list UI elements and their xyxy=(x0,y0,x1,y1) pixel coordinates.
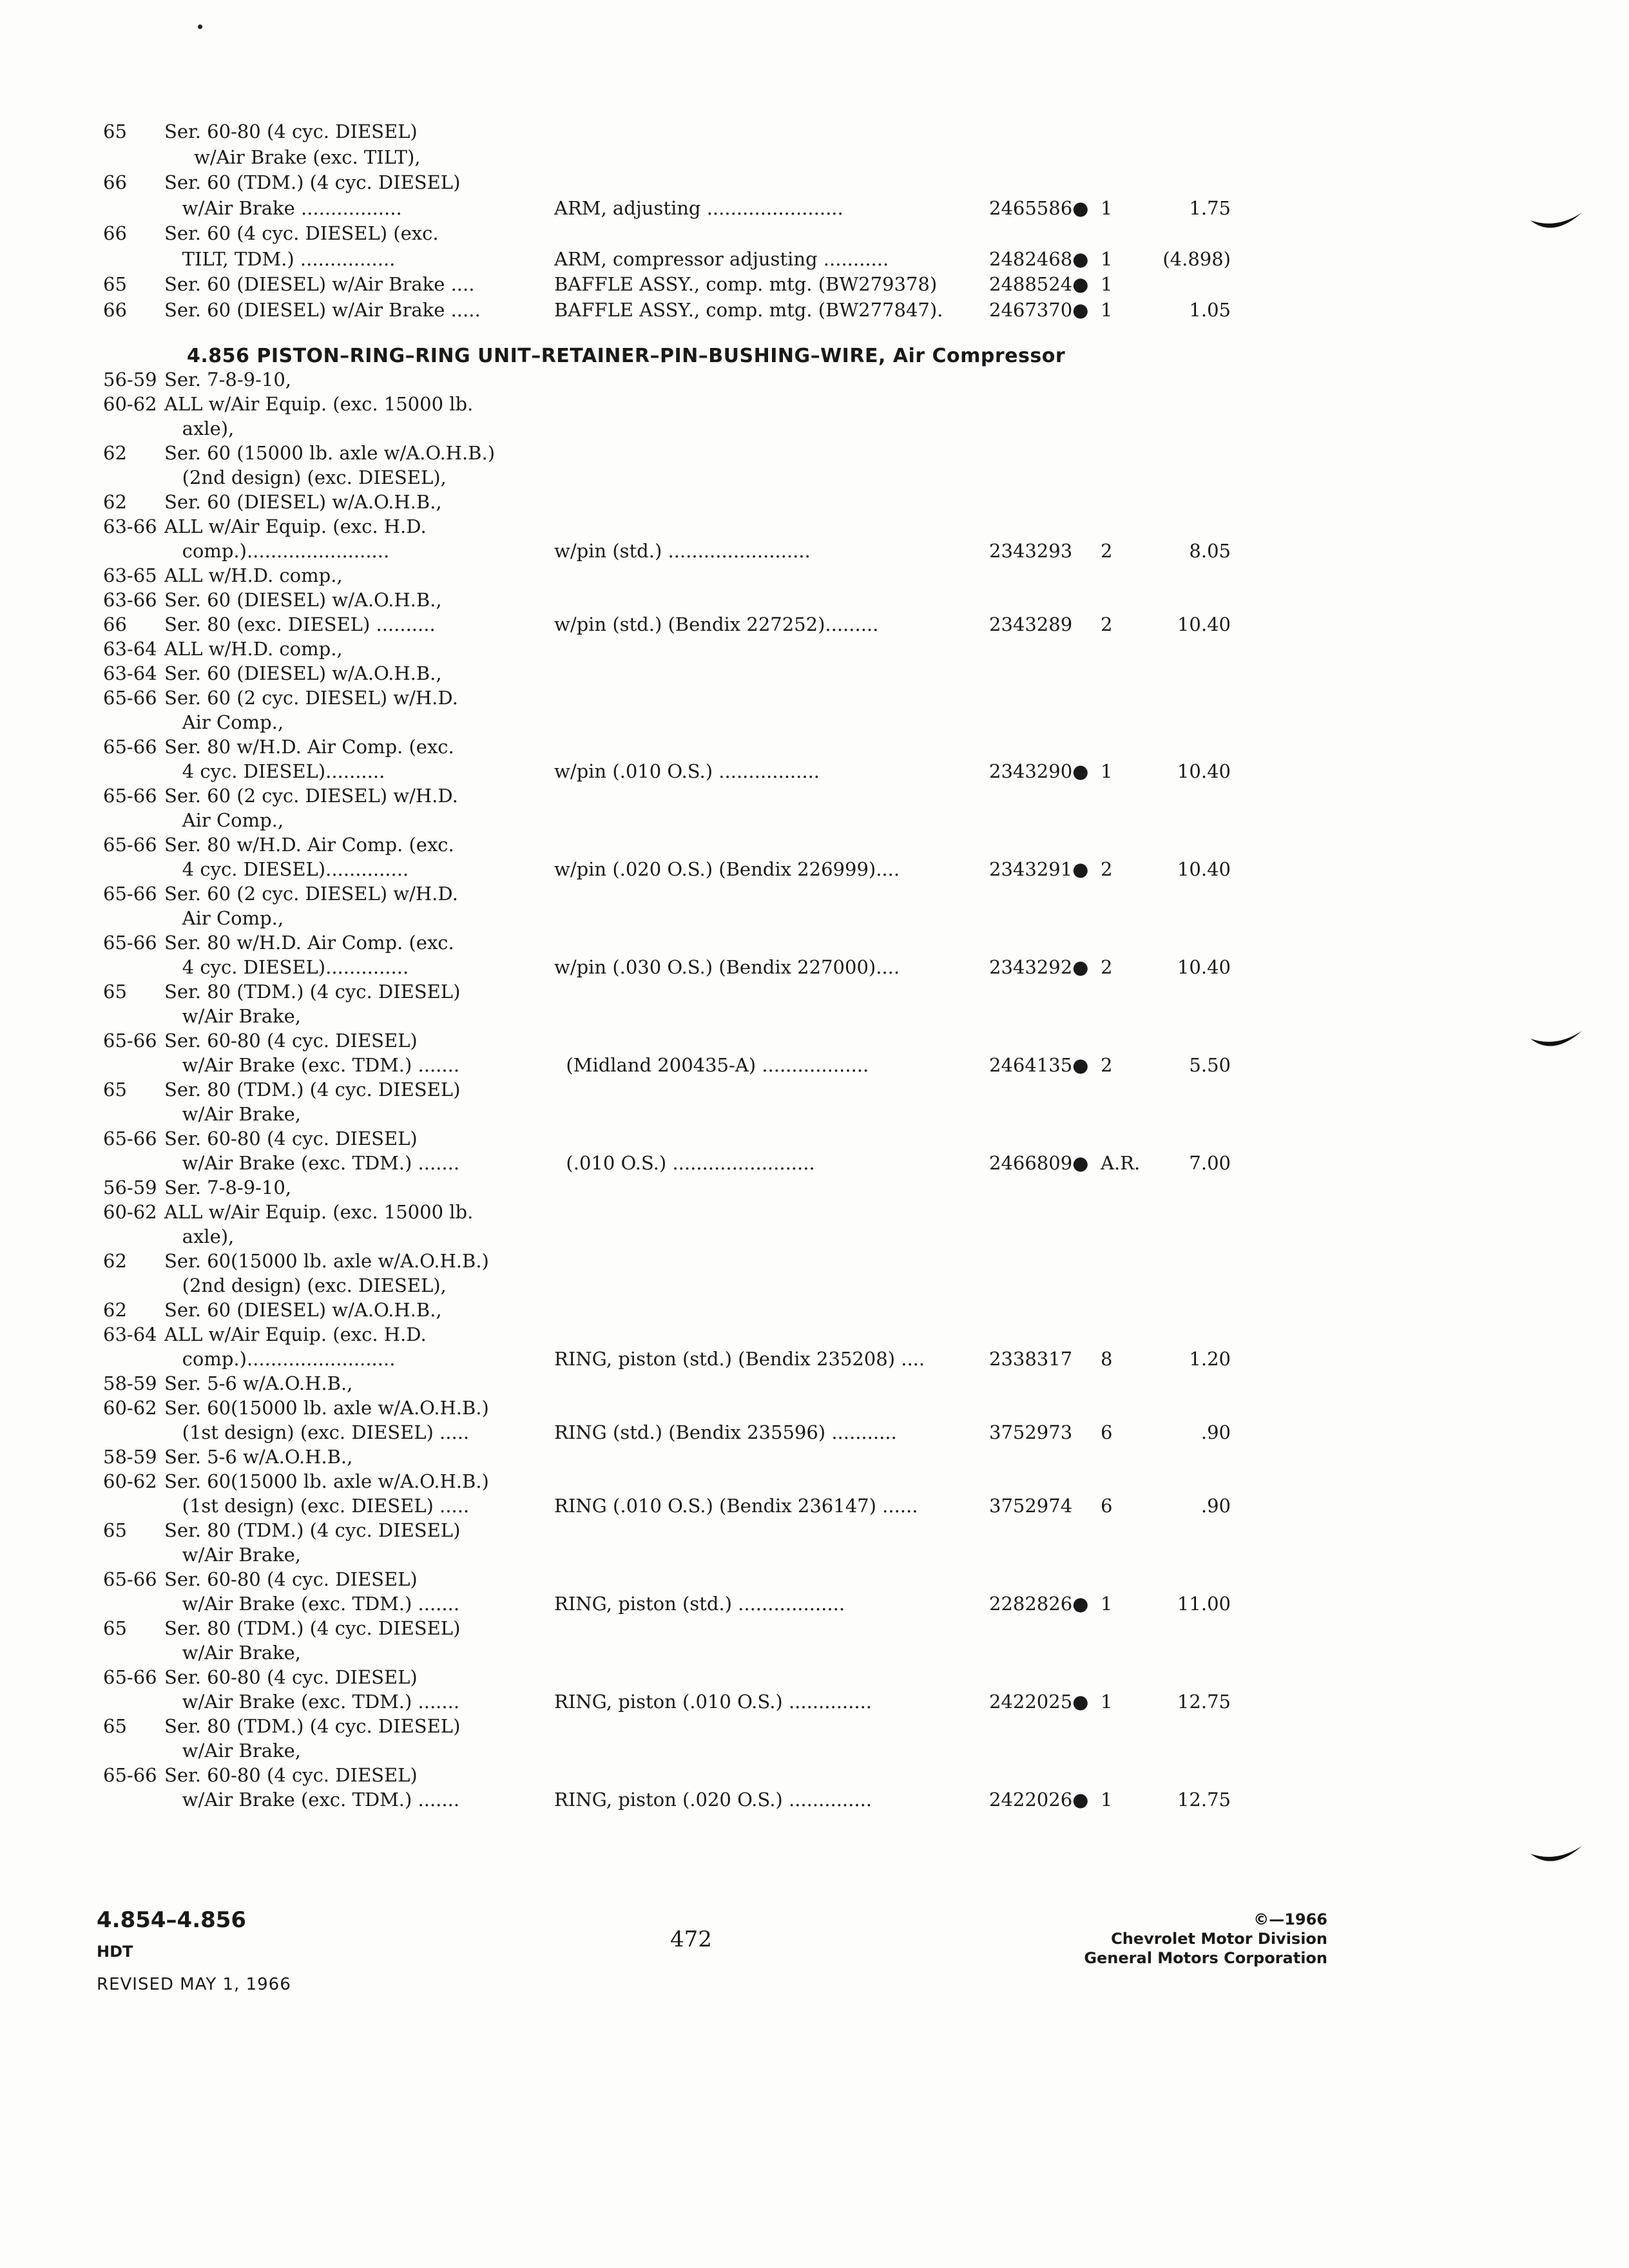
part-description: RING (.010 O.S.) (Bendix 236147) ...... xyxy=(554,1495,918,1517)
part-number: 2422025● xyxy=(989,1691,1089,1713)
model-years: 63-66 xyxy=(103,515,157,537)
quantity: 1 xyxy=(1101,197,1113,219)
application: Ser. 60 (2 cyc. DIESEL) w/H.D. xyxy=(164,687,458,709)
part-number: 2343289 xyxy=(989,613,1073,635)
model-years: 65 xyxy=(103,1715,127,1737)
table-row xyxy=(0,514,1629,539)
model-years: 58-59 xyxy=(103,1446,157,1468)
table-row xyxy=(0,1102,1629,1126)
table-row xyxy=(0,1126,1629,1151)
application: Ser. 60-80 (4 cyc. DIESEL) xyxy=(164,1030,418,1052)
table-row xyxy=(0,1738,1629,1763)
model-years: 63-66 xyxy=(103,589,157,611)
part-description: RING (std.) (Bendix 235596) ........... xyxy=(554,1421,897,1443)
binding-mark xyxy=(1527,1024,1585,1057)
table-row xyxy=(0,1151,1629,1175)
table-row xyxy=(0,1028,1629,1053)
application: Ser. 80 (TDM.) (4 cyc. DIESEL) xyxy=(164,1617,461,1639)
part-number: 2467370● xyxy=(989,298,1089,321)
section-title: 4.856 PISTON–RING–RING UNIT–RETAINER–PIN–BUSHING–WIRE, Air Compressor xyxy=(187,345,1066,367)
table-row xyxy=(0,392,1629,416)
table-row xyxy=(0,979,1629,1004)
part-number: 2338317 xyxy=(989,1348,1073,1370)
table-row xyxy=(0,1714,1629,1738)
part-description: w/pin (std.) (Bendix 227252)......... xyxy=(554,613,879,635)
table-row xyxy=(0,808,1629,832)
application: w/Air Brake (exc. TDM.) ....... xyxy=(164,1054,460,1076)
part-description: w/pin (.020 O.S.) (Bendix 226999).... xyxy=(554,858,900,880)
model-years: 65-66 xyxy=(103,1030,157,1052)
application: w/Air Brake, xyxy=(164,1544,301,1566)
application: Ser. 60-80 (4 cyc. DIESEL) xyxy=(164,1666,418,1688)
model-years: 66 xyxy=(103,613,127,635)
model-years: 65 xyxy=(103,1617,127,1639)
part-description: ARM, compressor adjusting ........... xyxy=(554,247,889,270)
table-row xyxy=(0,710,1629,735)
model-years: 60-62 xyxy=(103,1397,157,1419)
quantity: 2 xyxy=(1101,1054,1113,1076)
part-description: (.010 O.S.) ........................ xyxy=(554,1152,815,1174)
part-number: 3752974 xyxy=(989,1495,1073,1517)
application: Ser. 80 w/H.D. Air Comp. (exc. xyxy=(164,736,454,758)
table-row xyxy=(0,170,1629,195)
application: Air Comp., xyxy=(164,711,284,733)
binding-mark xyxy=(1527,1840,1585,1872)
list-price: 10.40 xyxy=(1177,956,1231,978)
application: Ser. 60 (15000 lb. axle w/A.O.H.B.) xyxy=(164,442,496,464)
application: ALL w/Air Equip. (exc. H.D. xyxy=(164,1323,427,1345)
application: Ser. 60 (2 cyc. DIESEL) w/H.D. xyxy=(164,785,458,807)
part-number: 2482468● xyxy=(989,247,1089,270)
part-number: 2465586● xyxy=(989,197,1089,219)
application: w/Air Brake, xyxy=(164,1642,301,1664)
application: Ser. 60-80 (4 cyc. DIESEL) xyxy=(164,1764,418,1786)
table-row xyxy=(0,735,1629,759)
quantity: 1 xyxy=(1101,298,1113,321)
table-row xyxy=(0,588,1629,612)
speck-mark xyxy=(198,24,202,29)
part-number: 3752973 xyxy=(989,1421,1073,1443)
table-row xyxy=(0,272,1629,296)
part-description: BAFFLE ASSY., comp. mtg. (BW277847). xyxy=(554,298,943,321)
table-row xyxy=(0,1640,1629,1665)
quantity: 2 xyxy=(1101,540,1113,562)
table-row xyxy=(0,1469,1629,1494)
application: Air Comp., xyxy=(164,809,284,831)
application: Ser. 60 (DIESEL) w/Air Brake ..... xyxy=(164,298,481,321)
list-price: 1.05 xyxy=(1189,298,1231,321)
section-range: 4.854–4.856 xyxy=(97,1907,247,1933)
table-row xyxy=(0,1420,1629,1445)
model-years: 65 xyxy=(103,1519,127,1541)
table-row xyxy=(0,930,1629,955)
application: 4 cyc. DIESEL).......... xyxy=(164,760,385,782)
application: (1st design) (exc. DIESEL) ..... xyxy=(164,1495,470,1517)
table-row xyxy=(0,1200,1629,1224)
list-price: (4.898) xyxy=(1162,247,1231,270)
table-row xyxy=(0,686,1629,710)
application: Ser. 60-80 (4 cyc. DIESEL) xyxy=(164,1128,418,1149)
model-years: 65-66 xyxy=(103,1128,157,1149)
table-row xyxy=(0,759,1629,783)
table-row xyxy=(0,490,1629,514)
model-years: 65-66 xyxy=(103,1568,157,1590)
model-years: 56-59 xyxy=(103,1177,157,1198)
table-row xyxy=(0,1053,1629,1077)
application: (2nd design) (exc. DIESEL), xyxy=(164,1274,447,1296)
application: Ser. 80 (TDM.) (4 cyc. DIESEL) xyxy=(164,1519,461,1541)
model-years: 65-66 xyxy=(103,736,157,758)
application: w/Air Brake (exc. TDM.) ....... xyxy=(164,1152,460,1174)
table-row xyxy=(0,1249,1629,1273)
quantity: 2 xyxy=(1101,956,1113,978)
binding-mark xyxy=(1527,206,1585,238)
list-price: 8.05 xyxy=(1189,540,1231,562)
revised-date: REVISED MAY 1, 1966 xyxy=(97,1975,291,1994)
quantity: 1 xyxy=(1101,760,1113,782)
table-row xyxy=(0,145,1629,169)
quantity: 1 xyxy=(1101,1593,1113,1615)
application: comp.)......................... xyxy=(164,1348,396,1370)
application: ALL w/H.D. comp., xyxy=(164,564,343,586)
application: axle), xyxy=(164,418,235,439)
application: 4 cyc. DIESEL).............. xyxy=(164,858,409,880)
part-number: 2343290● xyxy=(989,760,1089,782)
application: Ser. 60 (DIESEL) w/A.O.H.B., xyxy=(164,1299,442,1321)
application: Ser. 60(15000 lb. axle w/A.O.H.B.) xyxy=(164,1397,489,1419)
table-row xyxy=(0,465,1629,490)
application: Ser. 60 (DIESEL) w/Air Brake .... xyxy=(164,273,475,295)
model-years: 65 xyxy=(103,120,127,142)
part-number: 2282826● xyxy=(989,1593,1089,1615)
list-price: 1.75 xyxy=(1189,197,1231,219)
table-row xyxy=(0,1665,1629,1689)
quantity: 2 xyxy=(1101,858,1113,880)
table-row xyxy=(0,416,1629,441)
table-row xyxy=(0,1591,1629,1616)
application: Ser. 60-80 (4 cyc. DIESEL) xyxy=(164,120,418,142)
quantity: 1 xyxy=(1101,1691,1113,1713)
table-row xyxy=(0,539,1629,563)
application: Ser. 60 (2 cyc. DIESEL) w/H.D. xyxy=(164,883,458,905)
part-number: 2343292● xyxy=(989,956,1089,978)
application: w/Air Brake (exc. TDM.) ....... xyxy=(164,1789,460,1811)
application: Ser. 80 w/H.D. Air Comp. (exc. xyxy=(164,932,454,954)
table-row xyxy=(0,1763,1629,1787)
part-description: RING, piston (std.) .................. xyxy=(554,1593,845,1615)
application: Ser. 60(15000 lb. axle w/A.O.H.B.) xyxy=(164,1250,489,1272)
copyright: ©—1966 xyxy=(1253,1910,1327,1928)
table-row xyxy=(0,881,1629,906)
part-number: 2466809● xyxy=(989,1152,1089,1174)
application: w/Air Brake (exc. TILT), xyxy=(164,146,421,168)
table-row xyxy=(0,1518,1629,1542)
table-row xyxy=(0,1371,1629,1396)
table-row xyxy=(0,367,1629,392)
application: Ser. 80 (TDM.) (4 cyc. DIESEL) xyxy=(164,1715,461,1737)
table-row xyxy=(0,1567,1629,1591)
model-years: 62 xyxy=(103,1250,127,1272)
application: w/Air Brake, xyxy=(164,1740,301,1762)
table-row xyxy=(0,1322,1629,1347)
part-number: 2343293 xyxy=(989,540,1073,562)
model-years: 58-59 xyxy=(103,1372,157,1394)
model-years: 63-64 xyxy=(103,662,157,684)
list-price: .90 xyxy=(1200,1495,1231,1517)
application: (2nd design) (exc. DIESEL), xyxy=(164,466,447,488)
model-years: 65-66 xyxy=(103,1764,157,1786)
table-row xyxy=(0,1224,1629,1249)
table-row xyxy=(0,563,1629,588)
table-row xyxy=(0,1689,1629,1714)
part-description: RING, piston (.020 O.S.) .............. xyxy=(554,1789,872,1811)
table-row xyxy=(0,955,1629,979)
application: w/Air Brake (exc. TDM.) ....... xyxy=(164,1691,460,1713)
application: Ser. 5-6 w/A.O.H.B., xyxy=(164,1446,353,1468)
application: 4 cyc. DIESEL).............. xyxy=(164,956,409,978)
part-number: 2488524● xyxy=(989,273,1089,295)
list-price: 1.20 xyxy=(1189,1348,1231,1370)
application: Ser. 60 (DIESEL) w/A.O.H.B., xyxy=(164,491,442,513)
list-price: 12.75 xyxy=(1177,1691,1231,1713)
model-years: 62 xyxy=(103,442,127,464)
model-years: 65-66 xyxy=(103,687,157,709)
list-price: 10.40 xyxy=(1177,760,1231,782)
part-description: RING, piston (.010 O.S.) .............. xyxy=(554,1691,872,1713)
table-row xyxy=(0,661,1629,686)
list-price: .90 xyxy=(1200,1421,1231,1443)
application: ALL w/Air Equip. (exc. 15000 lb. xyxy=(164,393,474,415)
application: (1st design) (exc. DIESEL) ..... xyxy=(164,1421,470,1443)
table-row xyxy=(0,1004,1629,1028)
line-code: HDT xyxy=(97,1943,133,1961)
part-description: w/pin (.010 O.S.) ................. xyxy=(554,760,820,782)
part-number: 2464135● xyxy=(989,1054,1089,1076)
application: w/Air Brake, xyxy=(164,1103,301,1125)
application: ALL w/H.D. comp., xyxy=(164,638,343,660)
division-name: Chevrolet Motor Division xyxy=(1111,1930,1327,1948)
model-years: 66 xyxy=(103,222,127,244)
table-row xyxy=(0,1616,1629,1640)
part-number: 2422026● xyxy=(989,1789,1089,1811)
application: Ser. 80 (TDM.) (4 cyc. DIESEL) xyxy=(164,1079,461,1100)
table-row xyxy=(0,783,1629,808)
table-row xyxy=(0,119,1629,144)
model-years: 62 xyxy=(103,1299,127,1321)
table-row xyxy=(0,441,1629,465)
list-price: 11.00 xyxy=(1177,1593,1231,1615)
table-row xyxy=(0,298,1629,322)
application: Ser. 60(15000 lb. axle w/A.O.H.B.) xyxy=(164,1470,489,1492)
application: Ser. 80 w/H.D. Air Comp. (exc. xyxy=(164,834,454,856)
quantity: 1 xyxy=(1101,1789,1113,1811)
part-description: RING, piston (std.) (Bendix 235208) .... xyxy=(554,1348,925,1370)
model-years: 66 xyxy=(103,298,127,321)
model-years: 65-66 xyxy=(103,883,157,905)
application: w/Air Brake, xyxy=(164,1005,301,1027)
corporation-name: General Motors Corporation xyxy=(1084,1949,1327,1967)
model-years: 63-65 xyxy=(103,564,157,586)
application: Air Comp., xyxy=(164,907,284,929)
quantity: 1 xyxy=(1101,247,1113,270)
application: Ser. 80 (TDM.) (4 cyc. DIESEL) xyxy=(164,981,461,1003)
model-years: 65-66 xyxy=(103,785,157,807)
table-row xyxy=(0,1175,1629,1200)
table-row xyxy=(0,1542,1629,1567)
application: Ser. 60 (4 cyc. DIESEL) (exc. xyxy=(164,222,439,244)
list-price: 10.40 xyxy=(1177,613,1231,635)
table-row xyxy=(0,247,1629,271)
application: Ser. 80 (exc. DIESEL) .......... xyxy=(164,613,436,635)
part-number: 2343291● xyxy=(989,858,1089,880)
application: comp.)........................ xyxy=(164,540,390,562)
model-years: 65 xyxy=(103,981,127,1003)
model-years: 56-59 xyxy=(103,369,157,390)
application: w/Air Brake (exc. TDM.) ....... xyxy=(164,1593,460,1615)
table-row xyxy=(0,1494,1629,1518)
application: Ser. 7-8-9-10, xyxy=(164,369,292,390)
model-years: 60-62 xyxy=(103,393,157,415)
table-row xyxy=(0,906,1629,930)
page-number: 472 xyxy=(670,1927,712,1952)
table-row xyxy=(0,1445,1629,1469)
table-row xyxy=(0,857,1629,881)
model-years: 60-62 xyxy=(103,1470,157,1492)
application: Ser. 5-6 w/A.O.H.B., xyxy=(164,1372,353,1394)
quantity: 6 xyxy=(1101,1495,1113,1517)
part-description: ARM, adjusting ....................... xyxy=(554,197,843,219)
table-row xyxy=(0,1298,1629,1322)
part-description: w/pin (std.) ........................ xyxy=(554,540,811,562)
application: Ser. 60 (TDM.) (4 cyc. DIESEL) xyxy=(164,171,461,193)
table-row xyxy=(0,1273,1629,1298)
application: Ser. 60 (DIESEL) w/A.O.H.B., xyxy=(164,662,442,684)
part-description: BAFFLE ASSY., comp. mtg. (BW279378) xyxy=(554,273,938,295)
list-price: 5.50 xyxy=(1189,1054,1231,1076)
quantity: 1 xyxy=(1101,273,1113,295)
model-years: 63-64 xyxy=(103,638,157,660)
application: TILT, TDM.) ................ xyxy=(164,247,396,270)
quantity: 8 xyxy=(1101,1348,1113,1370)
table-row xyxy=(0,1347,1629,1371)
quantity: 6 xyxy=(1101,1421,1113,1443)
model-years: 60-62 xyxy=(103,1201,157,1223)
quantity: A.R. xyxy=(1101,1152,1141,1174)
table-row xyxy=(0,196,1629,220)
table-row xyxy=(0,1787,1629,1812)
application: Ser. 60 (DIESEL) w/A.O.H.B., xyxy=(164,589,442,611)
model-years: 62 xyxy=(103,491,127,513)
table-row xyxy=(0,637,1629,661)
model-years: 66 xyxy=(103,171,127,193)
table-row xyxy=(0,1077,1629,1102)
table-row xyxy=(0,832,1629,857)
application: ALL w/Air Equip. (exc. H.D. xyxy=(164,515,427,537)
table-row xyxy=(0,1396,1629,1420)
table-row xyxy=(0,221,1629,245)
application: Ser. 7-8-9-10, xyxy=(164,1177,292,1198)
part-description: w/pin (.030 O.S.) (Bendix 227000).... xyxy=(554,956,900,978)
model-years: 65-66 xyxy=(103,932,157,954)
list-price: 7.00 xyxy=(1189,1152,1231,1174)
application: axle), xyxy=(164,1225,235,1247)
model-years: 65-66 xyxy=(103,834,157,856)
application: Ser. 60-80 (4 cyc. DIESEL) xyxy=(164,1568,418,1590)
application: w/Air Brake ................. xyxy=(164,197,402,219)
model-years: 65 xyxy=(103,273,127,295)
application: ALL w/Air Equip. (exc. 15000 lb. xyxy=(164,1201,474,1223)
list-price: 10.40 xyxy=(1177,858,1231,880)
quantity: 2 xyxy=(1101,613,1113,635)
model-years: 65-66 xyxy=(103,1666,157,1688)
part-description: (Midland 200435-A) .................. xyxy=(554,1054,869,1076)
model-years: 63-64 xyxy=(103,1323,157,1345)
list-price: 12.75 xyxy=(1177,1789,1231,1811)
table-row xyxy=(0,612,1629,637)
model-years: 65 xyxy=(103,1079,127,1100)
